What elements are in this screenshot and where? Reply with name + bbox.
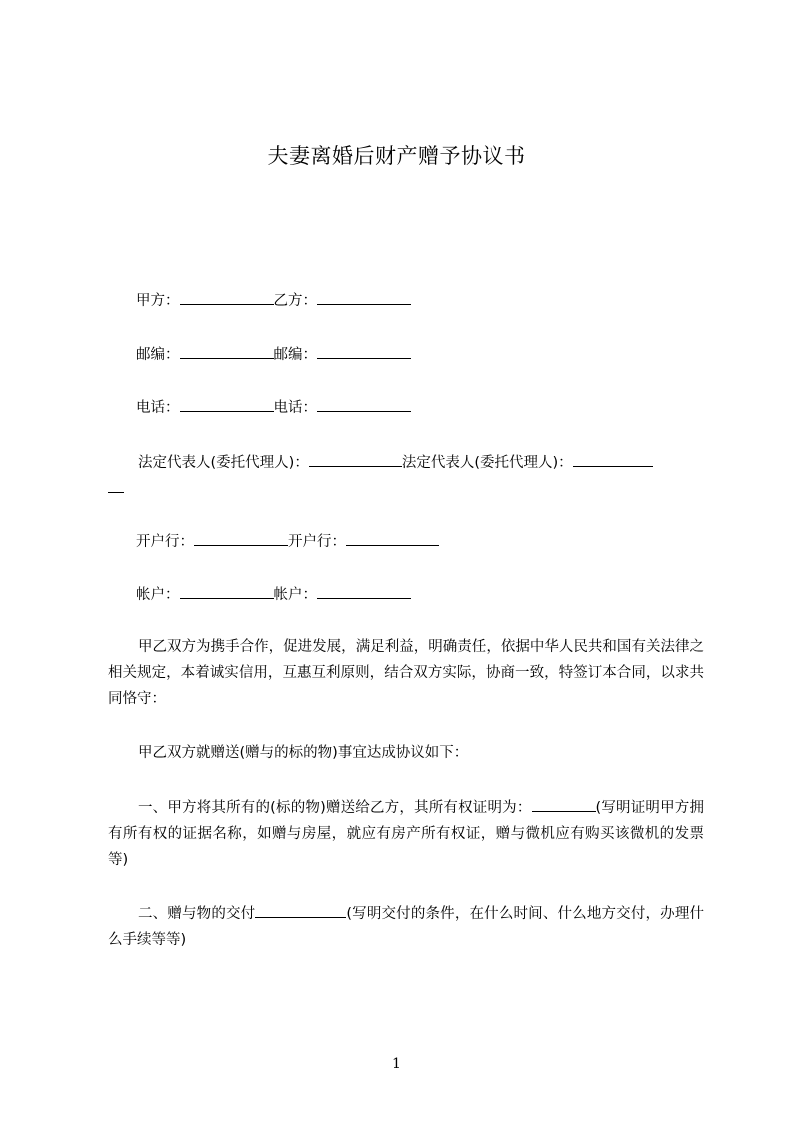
bank-a-label: 开户行： (136, 534, 194, 550)
agreement-intro: 甲乙双方就赠送(赠与的标的物)事宜达成协议如下： (138, 745, 469, 761)
account-b-blank[interactable] (317, 586, 411, 599)
representative-line (108, 454, 708, 473)
clause-1-blank[interactable] (532, 799, 596, 812)
intro-paragraph: 甲乙双方为携手合作，促进发展，满足利益，明确责任，依据中华人民共和国有关法律之相关规定，本着诚实信用，互惠互利原则，结合双方实际，协商一致，特签订本合同，以求共同恪守： (108, 639, 704, 707)
clause-2-blank[interactable] (255, 905, 346, 918)
postcode-a-blank[interactable] (180, 346, 274, 359)
party-b-blank[interactable] (317, 292, 411, 305)
postcode-a-label: 邮编： (136, 347, 180, 363)
clause-1 (108, 795, 704, 873)
postcode-b-blank[interactable] (317, 346, 411, 359)
rep-a-label: 法定代表人(委托代理人)： (138, 455, 309, 471)
party-line (108, 292, 708, 311)
clause-2-text-after: (写明交付的条件，在什么时间、什么地方交付，办理什么手续等等) (108, 906, 705, 948)
party-a-blank[interactable] (180, 292, 274, 305)
phone-a-label: 电话： (136, 400, 180, 416)
clause-2 (108, 901, 704, 953)
postcode-line (108, 346, 708, 365)
account-a-label: 帐户： (136, 587, 180, 603)
bank-b-blank[interactable] (346, 533, 439, 546)
bank-line (108, 533, 708, 552)
account-a-blank[interactable] (180, 586, 274, 599)
rep-b-label: 法定代表人(委托代理人)： (401, 455, 573, 471)
phone-b-label: 电话： (273, 400, 317, 416)
clause-1-text-after: (写明证明甲方拥有所有权的证据名称，如赠与房屋，就应有房产所有权证，赠与微机应有购买该微机的发票等) (108, 800, 704, 868)
phone-b-blank[interactable] (317, 399, 411, 412)
rep-b-blank-continued[interactable] (108, 480, 124, 493)
clause-2-text-before: 二、赠与物的交付 (138, 906, 256, 922)
account-line (108, 586, 708, 605)
account-b-label: 帐户： (273, 587, 317, 603)
document-title: 夫妻离婚后财产赠予协议书 (267, 144, 526, 168)
postcode-b-label: 邮编： (273, 347, 317, 363)
page-number: 1 (392, 1056, 401, 1072)
bank-a-blank[interactable] (194, 533, 288, 546)
phone-a-blank[interactable] (180, 399, 274, 412)
representative-line-wrap (108, 480, 708, 499)
bank-b-label: 开户行： (288, 534, 346, 550)
rep-b-blank[interactable] (573, 454, 653, 467)
phone-line (108, 399, 708, 418)
party-a-label: 甲方： (136, 293, 180, 309)
clause-1-text-before: 一、甲方将其所有的(标的物)赠送给乙方，其所有权证明为： (138, 800, 532, 816)
party-b-label: 乙方： (273, 293, 317, 309)
rep-a-blank[interactable] (309, 454, 402, 467)
